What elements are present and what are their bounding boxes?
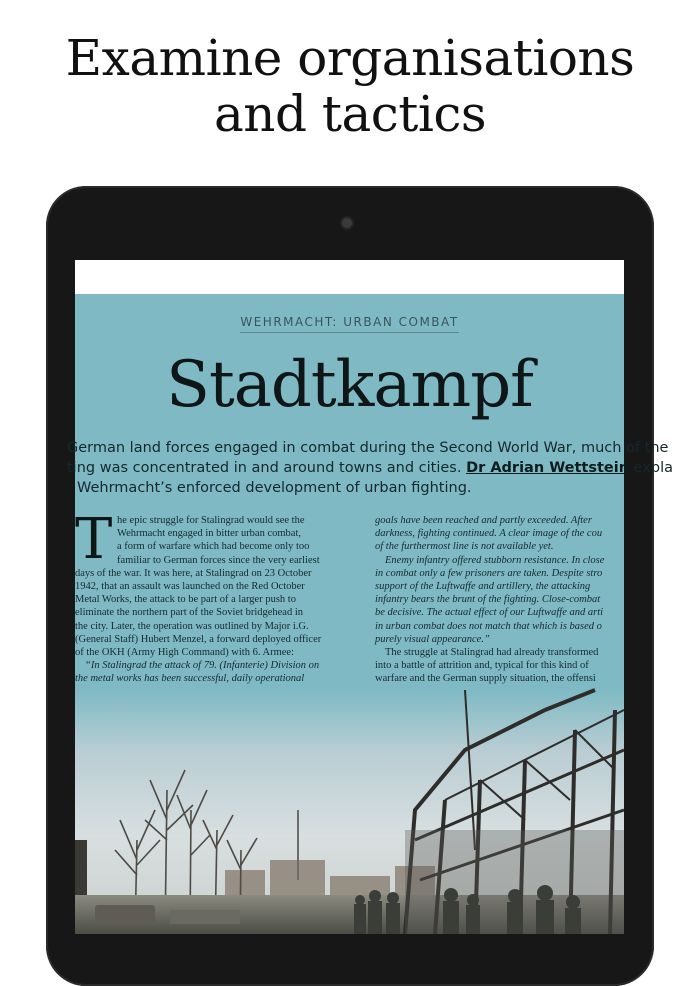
- body-line: the city. Later, the operation was outlined by Major i.G.: [75, 620, 309, 632]
- body-line: in combat only a few prisoners are taken. Despite stro: [375, 567, 603, 579]
- camera-icon: [342, 218, 352, 228]
- body-line: 1942, that an assault was launched on the Red October: [75, 581, 305, 593]
- article-standfirst: [67, 438, 674, 498]
- promo-headline-line1: Examine organisations: [65, 29, 635, 87]
- standfirst-line-2-text: ting was concentrated in and around towns and cities.: [67, 460, 467, 476]
- body-line: support of the Luftwaffe and artillery, the attacking: [375, 581, 591, 593]
- body-line: of the furthermost line is not available yet.: [375, 541, 554, 553]
- body-line: he epic struggle for Stalingrad would see the: [117, 515, 305, 526]
- body-line: infantry bears the brunt of the fighting. Close-combat: [375, 594, 601, 606]
- body-column-2: [375, 514, 635, 686]
- body-line: Enemy infantry offered stubborn resistance. In close: [385, 554, 605, 566]
- standfirst-line-2-tail: expla: [629, 460, 674, 476]
- body-line: warfare and the German supply situation, the offensi: [375, 673, 596, 685]
- body-line: Wehrmacht engaged in bitter urban combat,: [117, 528, 302, 540]
- body-line: days of the war. It was here, at Stalingrad on 23 October: [75, 567, 312, 579]
- body-column-1: [75, 507, 350, 686]
- body-line: purely visual appearance.”: [375, 633, 490, 645]
- drop-cap: T: [75, 507, 113, 572]
- article-kicker: [75, 315, 624, 329]
- body-line: The struggle at Stalingrad had already transformed: [385, 647, 599, 659]
- body-line: goals have been reached and partly exceeded. After: [375, 515, 592, 526]
- magazine-page[interactable]: [67, 260, 674, 934]
- status-bar: [75, 260, 624, 294]
- standfirst-line-2: [67, 458, 674, 478]
- body-line: eliminate the northern part of the Soviet bridgehead in: [75, 607, 304, 619]
- body-line: be decisive. The actual effect of our Luftwaffe and arti: [375, 607, 604, 619]
- body-line: in urban combat does not match that which is based o: [375, 620, 602, 632]
- body-line: a form of warfare which had become only too: [117, 541, 310, 553]
- article-title: Stadtkampf: [166, 348, 533, 422]
- body-line: into a battle of attrition and, typical for this kind of: [375, 660, 589, 672]
- standfirst-line-3: Wehrmacht’s enforced development of urban fighting.: [77, 480, 472, 496]
- body-line: of the OKH (Army High Command) with 6. Armee:: [75, 647, 295, 659]
- standfirst-line-1: German land forces engaged in combat during the Second World War, much of the: [67, 440, 669, 456]
- body-line: (General Staff) Hubert Menzel, a forward deployed officer: [75, 633, 322, 645]
- article-photo: [75, 690, 624, 934]
- kicker-text: WEHRMACHT: URBAN COMBAT: [240, 315, 458, 333]
- body-line: Metal Works, the attack to be part of a larger push to: [75, 594, 296, 606]
- body-line: “In Stalingrad the attack of 79. (Infanterie) Division on: [85, 660, 320, 672]
- author-link[interactable]: Dr Adrian Wettstein: [466, 460, 630, 476]
- promo-headline-line2: and tactics: [213, 85, 487, 143]
- promo-headline: [0, 30, 700, 142]
- body-line: the metal works has been successful, daily operational: [75, 673, 305, 685]
- body-line: darkness, fighting continued. A clear image of the cou: [375, 528, 603, 540]
- body-line: familiar to German forces since the very earliest: [117, 554, 320, 566]
